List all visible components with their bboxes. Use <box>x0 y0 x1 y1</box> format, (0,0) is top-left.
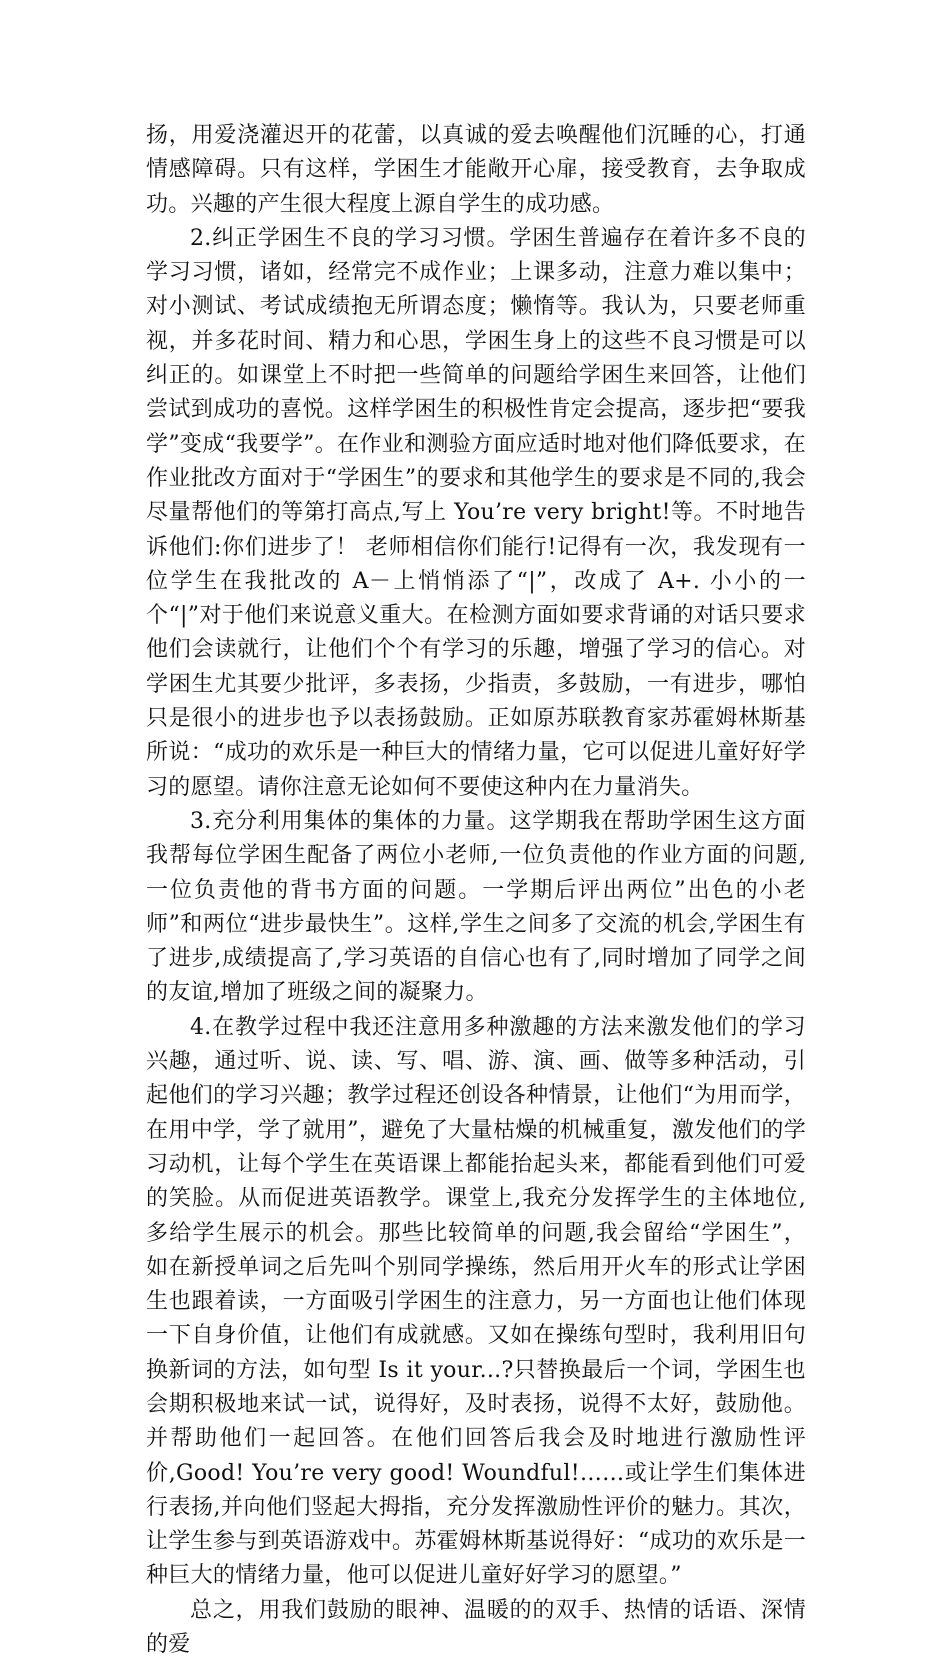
paragraph-point-4: 4.在教学过程中我还注意用多种激趣的方法来激发他们的学习兴趣，通过听、说、读、写、唱、游、演、画、做等多种活动，引起他们的学习兴趣；教学过程还创设各种情景，让他们“为用而学，在用中学，学了就用”，避免了大量枯燥的机械重复，激发他们的学习动机，让每个学生在英语课上都能抬起头来，都能看到他们可爱的笑脸。从而促进英语教学。课堂上,我充分发挥学生的主体地位,多给学生展示的机会。那些比较简单的问题,我会留给“学困生”， 如在新授单词之后先叫个别同学操练，然后用开火车的形式让学困生也跟着读，一方面吸引学困生的注意力，另一方面也让他们体现一下自身价值，让他们有成就感。又如在操练句型时，我利用旧句换新词的方法，如句型 Is it your...?只替换最后一个词，学困生也会期积极地来试一试，说得好，及时表扬，说得不太好，鼓励他。并帮助他们一起回答。在他们回答后我会及时地进行激励性评价,Good! You’re very good! Woundful!……或让学生们集体进行表扬,并向他们竖起大拇指，充分发挥激励性评价的魅力。其次，让学生参与到英语游戏中。苏霍姆林斯基说得好：“成功的欢乐是一种巨大的情绪力量，他可以促进儿童好好学习的愿望。” <box>146 1014 806 1589</box>
paragraph-conclusion: 总之，用我们鼓励的眼神、温暖的的双手、热情的话语、深情的爱 <box>146 1597 806 1658</box>
paragraph-point-2: 2.纠正学困生不良的学习习惯。学困生普遍存在着许多不良的学习习惯，诸如，经常完不成作业；上课多动，注意力难以集中；对小测试、考试成绩抱无所谓态度；懒惰等。我认为，只要老师重视，并多花时间、精力和心思，学困生身上的这些不良习惯是可以纠正的。如课堂上不时把一些简单的问题给学困生来回答，让他们尝试到成功的喜悦。这样学困生的积极性肯定会提高，逐步把“要我学”变成“我要学”。在作业和测验方面应适时地对他们降低要求，在作业批改方面对于“学困生”的要求和其他学生的要求是不同的,我会尽量帮他们的等第打高点,写上 You’re very bright!等。不时地告诉他们:你们进步了！ 老师相信你们能行!记得有一次，我发现有一位学生在我批改的 A－上悄悄添了“|”，改成了 A+. 小小的一个“|”对于他们来说意义重大。在检测方面如要求背诵的对话只要求他们会读就行，让他们个个有学习的乐趣，增强了学习的信心。对学困生尤其要少批评，多表扬，少指责，多鼓励，一有进步，哪怕只是很小的进步也予以表扬鼓励。正如原苏联教育家苏霍姆林斯基所说：“成功的欢乐是一种巨大的情绪力量，它可以促进儿童好好学习的愿望。请你注意无论如何不要使这种内在力量消失。 <box>146 225 806 800</box>
paragraph-point-3: 3.充分利用集体的集体的力量。这学期我在帮助学困生这方面我帮每位学困生配备了两位小老师,一位负责他的作业方面的问题,一位负责他的背书方面的问题。一学期后评出两位”出色的小老师”和两位“进步最快生”。这样,学生之间多了交流的机会,学困生有了进步,成绩提高了,学习英语的自信心也有了,同时增加了同学之间的友谊,增加了班级之间的凝聚力。 <box>146 808 806 1006</box>
paragraph-intro-continuation: 扬，用爱浇灌迟开的花蕾，以真诚的爱去唤醒他们沉睡的心，打通情感障碍。只有这样，学困生才能敞开心扉，接受教育，去争取成功。兴趣的产生很大程度上源自学生的成功感。 <box>146 123 806 217</box>
document-body <box>146 119 806 1662</box>
